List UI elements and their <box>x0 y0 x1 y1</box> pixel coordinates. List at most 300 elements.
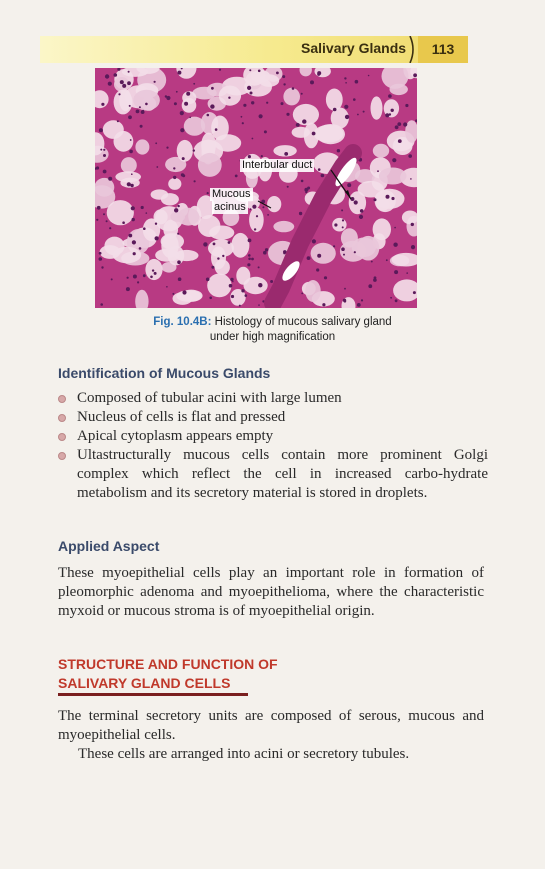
nucleus-dot <box>130 184 133 187</box>
nucleus-dot <box>406 272 408 274</box>
nucleus-dot <box>322 303 325 306</box>
label-mucous-line2: acinus <box>214 201 246 213</box>
nucleus-dot <box>248 254 251 257</box>
nucleus-dot <box>189 117 191 119</box>
list-item <box>58 389 488 408</box>
acinus-shape <box>103 120 124 139</box>
nucleus-dot <box>263 251 267 255</box>
nucleus-dot <box>129 105 131 107</box>
nucleus-dot <box>154 272 157 275</box>
nucleus-dot <box>177 260 181 264</box>
nucleus-dot <box>103 170 107 174</box>
nucleus-dot <box>243 104 246 107</box>
nucleus-dot <box>155 142 157 144</box>
nucleus-dot <box>241 116 243 118</box>
acinus-shape <box>373 218 391 240</box>
nucleus-dot <box>239 305 241 307</box>
nucleus-dot <box>99 252 102 255</box>
nucleus-dot <box>250 208 252 210</box>
nucleus-dot <box>103 213 105 215</box>
acinus-shape <box>231 233 249 258</box>
nucleus-dot <box>282 75 285 78</box>
nucleus-dot <box>270 280 273 283</box>
acinus-shape <box>177 140 193 162</box>
nucleus-dot <box>283 83 285 85</box>
nucleus-dot <box>129 150 133 154</box>
nucleus-dot <box>368 284 372 288</box>
acinus-shape <box>305 280 320 302</box>
nucleus-dot <box>357 114 359 116</box>
nucleus-dot <box>232 281 234 283</box>
nucleus-dot <box>211 266 214 269</box>
nucleus-dot <box>242 122 244 124</box>
nucleus-dot <box>99 128 103 132</box>
nucleus-dot <box>230 278 233 281</box>
nucleus-dot <box>99 257 103 261</box>
nucleus-dot <box>337 149 340 152</box>
nucleus-dot <box>219 69 221 71</box>
nucleus-dot <box>108 177 112 181</box>
nucleus-dot <box>259 114 263 118</box>
nucleus-dot <box>287 186 289 188</box>
nucleus-dot <box>377 170 379 172</box>
nucleus-dot <box>213 243 216 246</box>
nucleus-dot <box>139 247 142 250</box>
nucleus-dot <box>341 209 343 211</box>
nucleus-dot <box>355 80 359 84</box>
nucleus-dot <box>411 223 414 226</box>
list-item-text: Composed of tubular acini with large lumen <box>77 390 342 406</box>
nucleus-dot <box>150 276 153 279</box>
acinus-shape <box>314 125 344 143</box>
nucleus-dot <box>394 270 398 274</box>
nucleus-dot <box>292 87 295 90</box>
list-item-text: Apical cytoplasm appears empty <box>77 428 274 444</box>
nucleus-dot <box>324 276 327 279</box>
nucleus-dot <box>156 166 158 168</box>
nucleus-dot <box>281 102 284 105</box>
nucleus-dot <box>333 245 335 247</box>
acinus-shape <box>173 292 193 305</box>
acinus-shape <box>95 178 114 197</box>
acinus-shape <box>168 178 181 190</box>
nucleus-dot <box>395 299 398 302</box>
nucleus-dot <box>111 278 113 280</box>
nucleus-dot <box>276 72 279 75</box>
bullet-icon <box>58 433 66 441</box>
nucleus-dot <box>316 268 319 271</box>
nucleus-dot <box>137 281 139 283</box>
nucleus-dot <box>103 149 105 151</box>
nucleus-dot <box>100 149 102 151</box>
nucleus-dot <box>413 291 416 294</box>
nucleus-dot <box>203 242 207 246</box>
nucleus-dot <box>97 206 101 210</box>
nucleus-dot <box>344 105 348 109</box>
acinus-shape <box>198 215 220 237</box>
nucleus-dot <box>301 93 303 95</box>
list-item <box>58 408 488 427</box>
acinus-shape <box>211 116 229 141</box>
nucleus-dot <box>363 111 365 113</box>
acinus-shape <box>311 243 336 264</box>
nucleus-dot <box>403 122 407 126</box>
header-divider-icon <box>409 36 417 63</box>
nucleus-dot <box>118 93 120 95</box>
nucleus-dot <box>342 219 344 221</box>
acinus-shape <box>273 221 294 232</box>
nucleus-dot <box>172 293 174 295</box>
nucleus-dot <box>344 300 347 303</box>
nucleus-dot <box>359 215 363 219</box>
nucleus-dot <box>101 103 104 106</box>
nucleus-dot <box>342 226 344 228</box>
nucleus-dot <box>133 275 137 279</box>
nucleus-dot <box>141 206 144 209</box>
nucleus-dot <box>301 293 303 295</box>
nucleus-dot <box>397 122 401 126</box>
nucleus-dot <box>388 94 392 98</box>
acinus-shape <box>219 86 241 106</box>
nucleus-dot <box>143 227 146 230</box>
nucleus-dot <box>96 219 98 221</box>
nucleus-dot <box>177 233 179 235</box>
nucleus-dot <box>182 157 185 160</box>
nucleus-dot <box>302 119 306 123</box>
nucleus-dot <box>174 208 178 212</box>
acinus-shape <box>114 77 129 92</box>
nucleus-dot <box>266 102 268 104</box>
nucleus-dot <box>368 75 370 77</box>
acinus-shape <box>371 96 383 119</box>
acinus-shape <box>155 249 179 262</box>
nucleus-dot <box>410 178 412 180</box>
acinus-shape <box>154 209 168 224</box>
nucleus-dot <box>254 228 256 230</box>
nucleus-dot <box>215 128 218 131</box>
nucleus-dot <box>177 205 179 207</box>
acinus-shape <box>133 90 160 111</box>
nucleus-dot <box>117 120 119 122</box>
nucleus-dot <box>209 297 212 300</box>
page-number: 113 <box>418 36 468 63</box>
bullet-icon <box>58 414 66 422</box>
nucleus-dot <box>398 139 402 143</box>
structure-heading-line2: SALIVARY GLAND CELLS <box>58 675 231 691</box>
acinus-shape <box>107 200 134 225</box>
nucleus-dot <box>389 113 391 115</box>
nucleus-dot <box>155 223 157 225</box>
acinus-shape <box>182 98 197 113</box>
nucleus-dot <box>173 167 175 169</box>
nucleus-dot <box>141 110 145 114</box>
nucleus-dot <box>132 218 135 221</box>
nucleus-dot <box>128 71 130 73</box>
nucleus-dot <box>353 98 356 101</box>
acinus-shape <box>170 212 185 222</box>
nucleus-dot <box>261 155 263 157</box>
nucleus-dot <box>247 86 251 90</box>
nucleus-dot <box>155 236 159 240</box>
nucleus-dot <box>258 304 260 306</box>
nucleus-dot <box>207 114 210 117</box>
nucleus-dot <box>181 173 184 176</box>
nucleus-dot <box>106 220 108 222</box>
acinus-shape <box>135 139 149 154</box>
nucleus-dot <box>408 154 412 158</box>
nucleus-dot <box>262 206 264 208</box>
nucleus-dot <box>194 180 196 182</box>
nucleus-dot <box>321 174 325 178</box>
nucleus-dot <box>126 287 130 291</box>
nucleus-dot <box>248 155 251 158</box>
nucleus-dot <box>235 175 238 178</box>
nucleus-dot <box>166 96 170 100</box>
nucleus-dot <box>258 70 261 73</box>
acinus-shape <box>100 245 121 259</box>
label-mucous-line1: Mucous <box>212 188 251 200</box>
nucleus-dot <box>256 215 258 217</box>
nucleus-dot <box>177 71 181 75</box>
nucleus-dot <box>299 212 302 215</box>
acinus-shape <box>207 274 231 298</box>
acinus-shape <box>340 241 366 262</box>
nucleus-dot <box>390 297 392 299</box>
nucleus-dot <box>247 263 250 266</box>
nucleus-dot <box>146 212 148 214</box>
nucleus-dot <box>357 303 361 307</box>
nucleus-dot <box>166 147 168 149</box>
acinus-shape <box>184 117 205 136</box>
nucleus-dot <box>265 248 268 251</box>
nucleus-dot <box>258 283 262 287</box>
nucleus-dot <box>391 197 394 200</box>
nucleus-dot <box>312 132 316 136</box>
nucleus-dot <box>318 168 321 171</box>
nucleus-dot <box>395 125 399 129</box>
figure-caption <box>80 315 465 345</box>
nucleus-dot <box>100 303 103 306</box>
nucleus-dot <box>371 261 373 263</box>
nucleus-dot <box>347 183 351 187</box>
applied-paragraph: These myoepithelial cells play an important role in formation of pleomorphic adenoma and myoepithelioma, where the characteristic myxoid or mucous stroma is of myoepithelial origin. <box>58 565 484 619</box>
nucleus-dot <box>301 180 304 183</box>
nucleus-dot <box>211 87 214 90</box>
nucleus-dot <box>120 80 124 84</box>
nucleus-dot <box>248 239 252 243</box>
acinus-shape <box>161 233 184 249</box>
nucleus-dot <box>178 277 182 281</box>
nucleus-dot <box>374 198 377 201</box>
nucleus-dot <box>312 239 316 243</box>
nucleus-dot <box>217 257 219 259</box>
list-item <box>58 446 488 503</box>
nucleus-dot <box>127 182 131 186</box>
list-item-text: Ultastructurally mucous cells contain more prominent Golgi complex which reflect the cell in increased carbo-hydrate metabolism and its secretory material is stored in droplets. <box>77 447 488 501</box>
histology-figure <box>95 68 417 308</box>
heading-underline <box>58 693 248 696</box>
acinus-shape <box>236 267 250 285</box>
nucleus-dot <box>210 104 214 108</box>
histology-image <box>95 68 417 308</box>
nucleus-dot <box>411 245 415 249</box>
nucleus-dot <box>334 223 337 226</box>
nucleus-dot <box>228 97 230 99</box>
section-heading-identification: Identification of Mucous Glands <box>58 365 271 381</box>
nucleus-dot <box>386 195 390 199</box>
nucleus-dot <box>133 252 136 255</box>
nucleus-dot <box>267 214 269 216</box>
nucleus-dot <box>373 278 377 282</box>
nucleus-dot <box>264 130 267 133</box>
nucleus-dot <box>166 286 168 288</box>
nucleus-dot <box>385 113 389 117</box>
acinus-shape <box>358 181 384 198</box>
acinus-shape <box>151 189 169 199</box>
acinus-shape <box>145 259 162 280</box>
nucleus-dot <box>307 256 311 260</box>
nucleus-dot <box>333 108 337 112</box>
nucleus-dot <box>109 227 111 229</box>
running-header-title: Salivary Glands <box>301 40 407 56</box>
nucleus-dot <box>229 284 233 288</box>
nucleus-dot <box>251 258 254 261</box>
nucleus-dot <box>139 106 141 108</box>
nucleus-dot <box>143 274 146 277</box>
nucleus-dot <box>174 102 177 105</box>
nucleus-dot <box>127 81 131 85</box>
acinus-shape <box>267 196 281 212</box>
structure-paragraph-1: The terminal secretory units are composed of serous, mucous and myoepithelial cells. <box>58 708 484 743</box>
nucleus-dot <box>130 139 132 141</box>
acinus-shape <box>283 88 300 106</box>
nucleus-dot <box>128 115 132 119</box>
nucleus-dot <box>131 173 133 175</box>
list-item-text: Nucleus of cells is flat and pressed <box>77 409 286 425</box>
nucleus-dot <box>354 200 358 204</box>
nucleus-dot <box>206 278 210 282</box>
nucleus-dot <box>354 251 356 253</box>
identification-list <box>58 389 488 503</box>
nucleus-dot <box>245 294 248 297</box>
list-item <box>58 427 488 446</box>
nucleus-dot <box>252 138 254 140</box>
nucleus-dot <box>140 125 143 128</box>
nucleus-dot <box>231 295 234 298</box>
nucleus-dot <box>103 154 106 157</box>
structure-paragraph-2: These cells are arranged into acini or secretory tubules. <box>78 746 410 762</box>
structure-heading-line1: STRUCTURE AND FUNCTION OF <box>58 656 278 672</box>
caption-line2: under high magnification <box>209 331 336 343</box>
acinus-shape <box>121 157 137 173</box>
nucleus-dot <box>132 240 136 244</box>
nucleus-dot <box>249 69 251 71</box>
acinus-shape <box>115 171 141 182</box>
acinus-shape <box>292 127 310 138</box>
nucleus-dot <box>193 149 195 151</box>
nucleus-dot <box>344 77 346 79</box>
nucleus-dot <box>108 82 112 86</box>
nucleus-dot <box>114 73 118 77</box>
nucleus-dot <box>258 266 260 268</box>
nucleus-dot <box>131 206 135 210</box>
nucleus-dot <box>317 73 320 76</box>
acinus-shape <box>198 153 222 177</box>
nucleus-dot <box>361 299 363 301</box>
nucleus-dot <box>136 110 140 114</box>
nucleus-dot <box>152 269 154 271</box>
nucleus-dot <box>304 188 308 192</box>
section-heading-applied: Applied Aspect <box>58 538 160 554</box>
section-heading-structure <box>58 655 278 693</box>
nucleus-dot <box>391 109 394 112</box>
nucleus-dot <box>154 81 156 83</box>
nucleus-dot <box>386 259 388 261</box>
label-interbular-duct: Interbular duct <box>242 159 313 171</box>
nucleus-dot <box>184 102 188 106</box>
nucleus-dot <box>252 205 256 209</box>
nucleus-dot <box>182 290 186 294</box>
nucleus-dot <box>186 92 190 96</box>
nucleus-dot <box>286 113 289 116</box>
nucleus-dot <box>393 243 397 247</box>
nucleus-dot <box>341 247 345 251</box>
nucleus-dot <box>413 73 417 77</box>
nucleus-dot <box>345 82 347 84</box>
nucleus-dot <box>222 255 224 257</box>
nucleus-dot <box>360 209 364 213</box>
nucleus-dot <box>127 277 129 279</box>
nucleus-dot <box>283 252 285 254</box>
nucleus-dot <box>101 266 103 268</box>
nucleus-dot <box>207 192 209 194</box>
bullet-icon <box>58 395 66 403</box>
caption-figure-number: Fig. 10.4B: <box>153 316 212 328</box>
nucleus-dot <box>317 254 321 258</box>
nucleus-dot <box>176 91 178 93</box>
nucleus-dot <box>344 288 346 290</box>
nucleus-dot <box>251 101 254 104</box>
caption-line1: Histology of mucous salivary gland <box>214 316 392 328</box>
bullet-icon <box>58 452 66 460</box>
nucleus-dot <box>105 74 109 78</box>
nucleus-dot <box>128 234 132 238</box>
nucleus-dot <box>122 221 125 224</box>
nucleus-dot <box>284 152 288 156</box>
acinus-shape <box>249 208 264 233</box>
nucleus-dot <box>193 83 195 85</box>
acinus-shape <box>379 168 407 185</box>
nucleus-dot <box>122 84 126 88</box>
nucleus-dot <box>248 258 251 261</box>
nucleus-dot <box>394 227 396 229</box>
nucleus-dot <box>310 80 314 84</box>
acinus-shape <box>373 144 389 158</box>
nucleus-dot <box>228 241 231 244</box>
nucleus-dot <box>145 103 148 106</box>
nucleus-dot <box>392 158 396 162</box>
nucleus-dot <box>241 289 244 292</box>
acinus-shape <box>326 89 343 111</box>
nucleus-dot <box>180 111 184 115</box>
nucleus-dot <box>250 92 253 95</box>
nucleus-dot <box>405 104 408 107</box>
nucleus-dot <box>345 115 349 119</box>
nucleus-dot <box>173 176 176 179</box>
nucleus-dot <box>180 128 184 132</box>
nucleus-dot <box>296 123 300 127</box>
nucleus-dot <box>343 254 345 256</box>
